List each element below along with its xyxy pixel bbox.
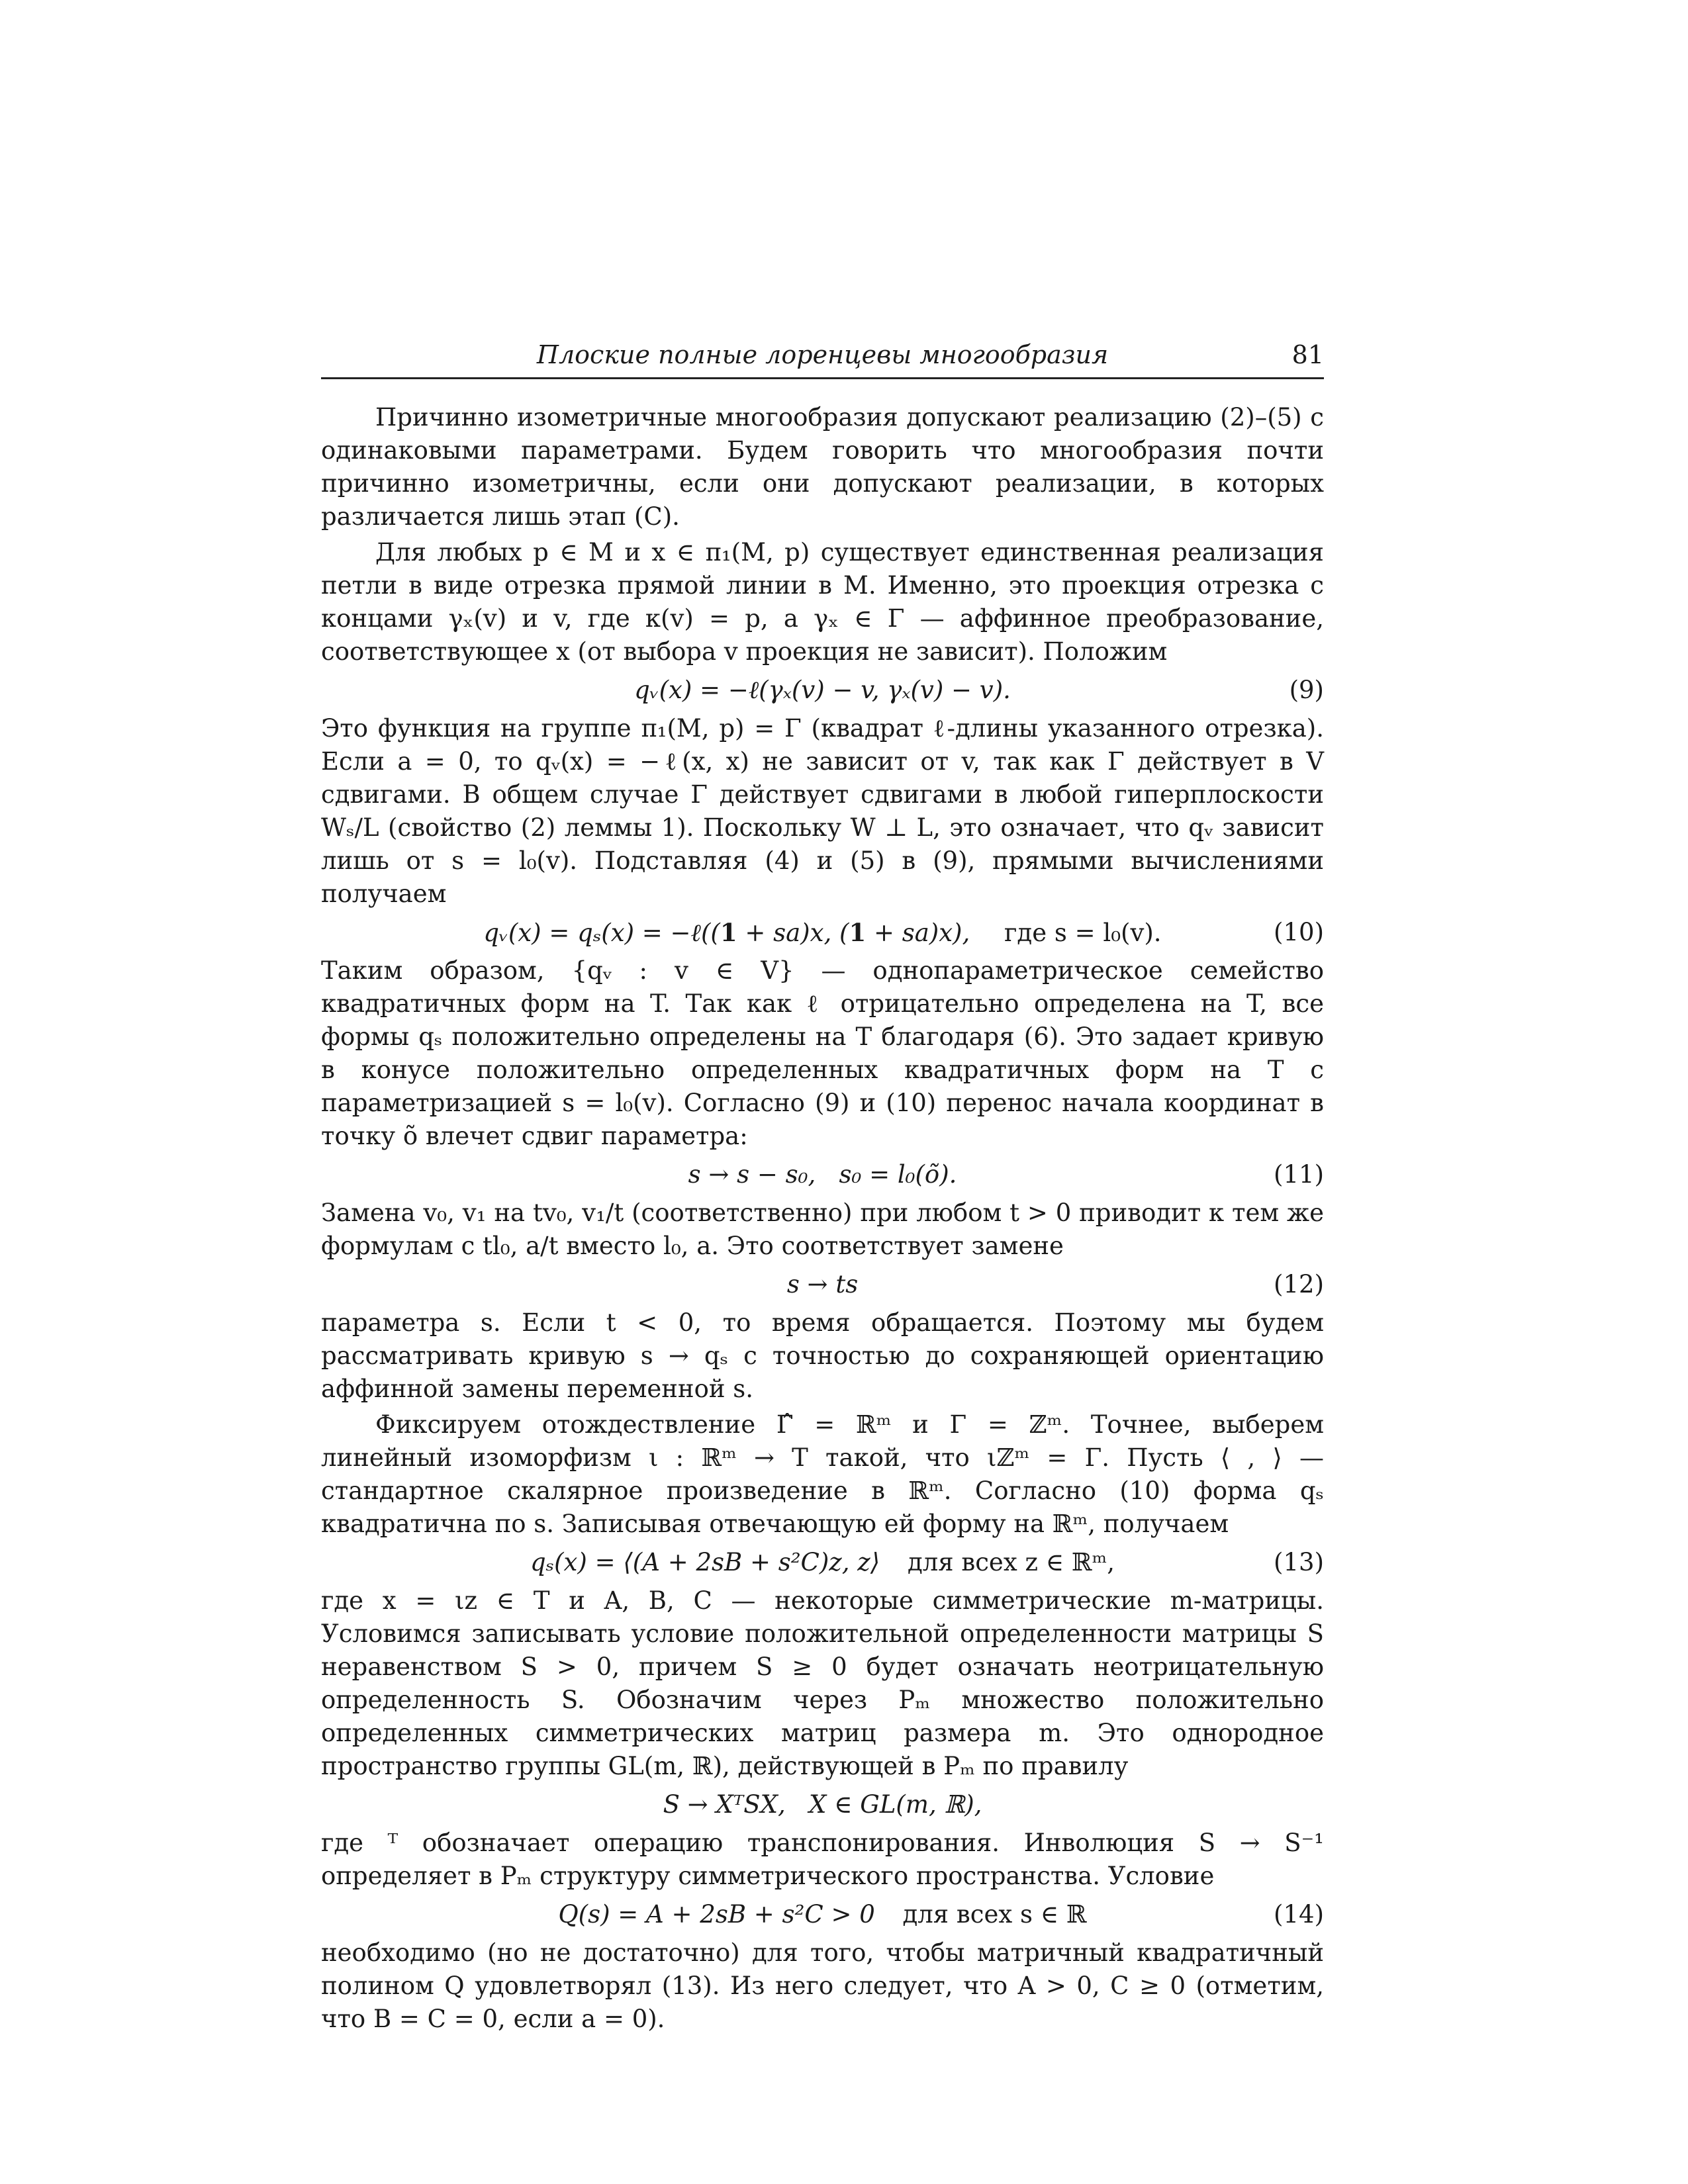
equation-12	[321, 1263, 1324, 1306]
equation-suffix: для всех s ∈ ℝ	[902, 1900, 1087, 1929]
running-title: Плоские полные лоренцевы многообразия	[536, 340, 1109, 369]
equation-number: (10)	[1274, 918, 1324, 946]
paragraph: Причинно изометричные многообразия допускают реализацию (2)–(5) с одинаковыми параметрами. Будем говорить что многообразия почти причинно изометричны, если они допускают реализации, в которых различается лишь этап (C).	[321, 403, 1324, 531]
paragraph: Это функция на группе π₁(M, p) = Γ (квадрат ℓ-длины указанного отрезка). Если a = 0, то qᵥ(x) = −ℓ(x, x) не зависит от v, так как Γ действует в V сдвигами. В общем случае Γ действует сдвигами в любой гиперплоскости Wₛ/L (свойство (2) леммы 1). Поскольку W ⊥ L, это означает, что qᵥ зависит лишь от s = l₀(v). Подставляя (4) и (5) в (9), прямыми вычислениями получаем	[321, 714, 1324, 908]
page-body	[321, 401, 1324, 2036]
equation-action	[321, 1783, 1324, 1827]
equation-10	[321, 911, 1324, 954]
equation-13	[321, 1541, 1324, 1584]
equation-number: (11)	[1274, 1160, 1324, 1189]
paragraph: где x = ιz ∈ T и A, B, C — некоторые симметрические m-матрицы. Условимся записывать условие положительной определенности матрицы S неравенством S > 0, причем S ≥ 0 будет означать неотрицательную определенность S. Обозначим через Pₘ множество положительно определенных симметрических матриц размера m. Это однородное пространство группы GL(m, ℝ), действующей в Pₘ по правилу	[321, 1586, 1324, 1780]
paragraph: Замена v₀, v₁ на tv₀, v₁/t (соответственно) при любом t > 0 приводит к тем же формулам с tl₀, a/t вместо l₀, a. Это соответствует замене	[321, 1199, 1324, 1260]
paragraph: Для любых p ∈ M и x ∈ π₁(M, p) существует единственная реализация петли в виде отрезка прямой линии в M. Именно, это проекция отрезка с концами γₓ(v) и v, где κ(v) = p, а γₓ ∈ Γ — аффинное преобразование, соответствующее x (от выбора v проекция не зависит). Положим	[321, 538, 1324, 666]
equation-formula: s → s − s₀, s₀ = l₀(õ).	[688, 1160, 957, 1189]
equation-number: (12)	[1274, 1270, 1324, 1298]
equation-formula: qₛ(x) = ⟨(A + 2sB + s²C)z, z⟩	[530, 1548, 880, 1576]
equation-formula: qᵥ(x) = qₛ(x) = −ℓ((1 + sa)x, (1 + sa)x),	[483, 918, 970, 947]
page-number: 81	[1291, 340, 1324, 369]
equation-number: (9)	[1289, 676, 1324, 704]
equation-suffix: для всех z ∈ ℝᵐ,	[907, 1548, 1115, 1576]
paragraph: Таким образом, {qᵥ : v ∈ V} — однопараметрическое семейство квадратичных форм на T. Так как ℓ отрицательно определена на T, все формы qₛ положительно определены на T благодаря (6). Это задает кривую в конусе положительно определенных квадратичных форм на T с параметризацией s = l₀(v). Согласно (9) и (10) перенос начала координат в точку õ влечет сдвиг параметра:	[321, 956, 1324, 1150]
equation-formula: s → ts	[786, 1270, 859, 1298]
equation-suffix: где s = l₀(v).	[1004, 919, 1162, 947]
equation-9	[321, 668, 1324, 712]
paragraph: где ᵀ обозначает операцию транспонирования. Инволюция S → S⁻¹ определяет в Pₘ структуру симметрического пространства. Условие	[321, 1829, 1324, 1890]
equation-formula: S → XᵀSX, X ∈ GL(m, ℝ),	[663, 1790, 982, 1819]
equation-11	[321, 1153, 1324, 1197]
equation-number: (13)	[1274, 1548, 1324, 1576]
equation-formula: qᵥ(x) = −ℓ(γₓ(v) − v, γₓ(v) − v).	[634, 676, 1011, 704]
equation-formula: Q(s) = A + 2sB + s²C > 0	[558, 1900, 875, 1929]
paragraph: параметра s. Если t < 0, то время обращается. Поэтому мы будем рассматривать кривую s → qₛ с точностью до сохраняющей ориентацию аффинной замены переменной s.	[321, 1308, 1324, 1403]
paragraph: Фиксируем отождествление Γ̂ = ℝᵐ и Γ = ℤᵐ. Точнее, выберем линейный изоморфизм ι : ℝᵐ → T такой, что ιℤᵐ = Γ. Пусть ⟨ , ⟩ — стандартное скалярное произведение в ℝᵐ. Согласно (10) форма qₛ квадратична по s. Записывая отвечающую ей форму на ℝᵐ, получаем	[321, 1410, 1324, 1538]
paragraph: необходимо (но не достаточно) для того, чтобы матричный квадратичный полином Q удовлетворял (13). Из него следует, что A > 0, C ≥ 0 (отметим, что B = C = 0, если a = 0).	[321, 1938, 1324, 2033]
equation-14	[321, 1893, 1324, 1936]
equation-number: (14)	[1274, 1900, 1324, 1929]
running-header	[321, 338, 1324, 379]
